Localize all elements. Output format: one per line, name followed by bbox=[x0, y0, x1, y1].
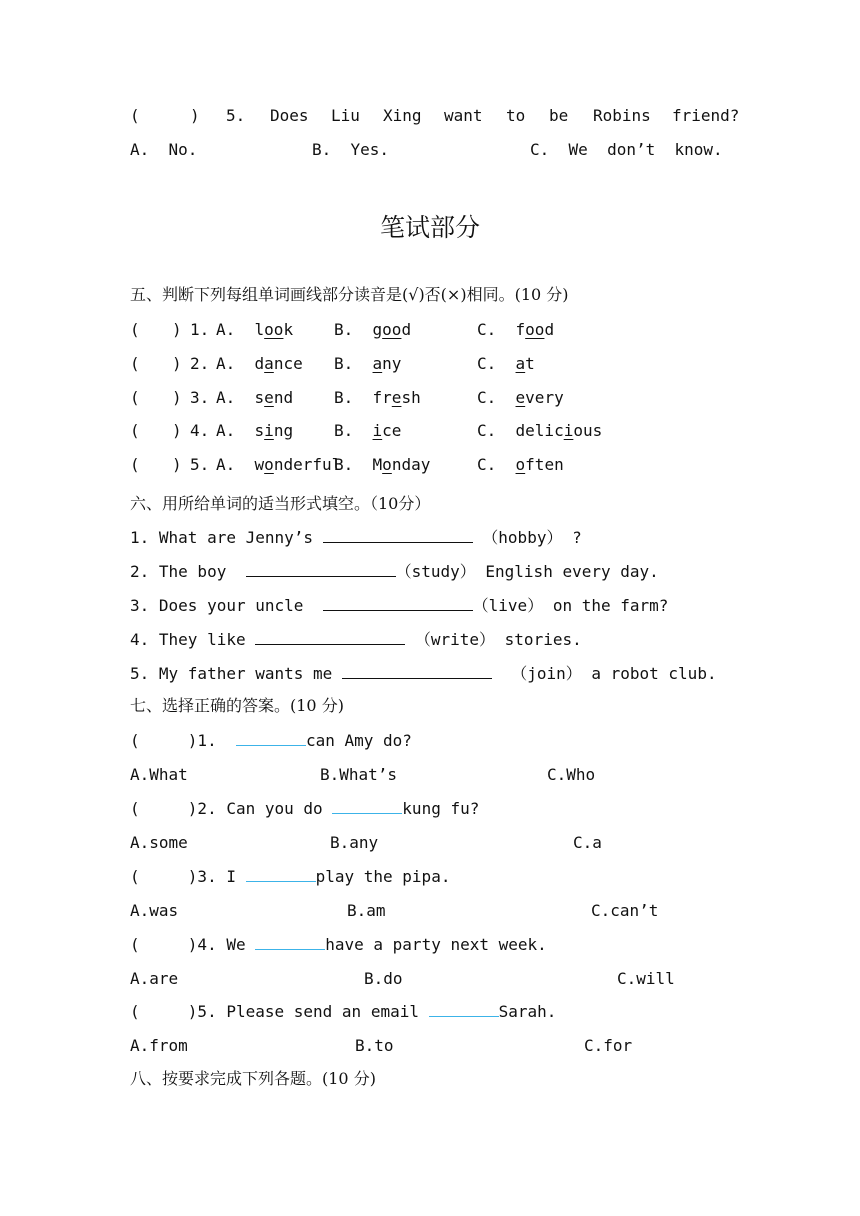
paren-close: ) bbox=[172, 421, 182, 440]
answer-blank[interactable] bbox=[255, 630, 405, 645]
q-word: want bbox=[444, 106, 483, 125]
question-text: ( )1. bbox=[130, 731, 236, 750]
item-text: （hobby） ? bbox=[472, 528, 582, 547]
word-option-c: C. delicious bbox=[477, 421, 603, 440]
question-text: have a party next week. bbox=[325, 935, 547, 954]
item-text: （write） stories. bbox=[405, 630, 582, 649]
question-text: ( )5. Please send an email bbox=[130, 1002, 429, 1021]
option-c: C.will bbox=[617, 969, 675, 988]
item-text: 1. What are Jenny’s bbox=[130, 528, 323, 547]
underlined-letters: e bbox=[264, 388, 274, 407]
word-option-c: C. often bbox=[477, 455, 564, 474]
part6-item bbox=[130, 562, 659, 582]
word: Monday bbox=[372, 455, 431, 474]
word: look bbox=[254, 320, 294, 339]
word-option-a: A. wonderful bbox=[216, 455, 342, 474]
option-c: C.Who bbox=[547, 765, 596, 784]
part7-question bbox=[130, 799, 479, 819]
word-option-a: A. send bbox=[216, 388, 294, 407]
answer-blank[interactable] bbox=[246, 867, 316, 882]
q-word: Liu bbox=[331, 106, 360, 125]
part7-question bbox=[130, 731, 412, 751]
underlined-letters: i bbox=[563, 421, 574, 440]
option-c: C. We don’t know. bbox=[530, 140, 723, 159]
part7-question bbox=[130, 867, 450, 887]
item-text: 5. My father wants me bbox=[130, 664, 342, 683]
underlined-letters: a bbox=[264, 354, 274, 373]
word: dance bbox=[254, 354, 303, 373]
q-word: Robins bbox=[593, 106, 651, 125]
part7-heading: 七、选择正确的答案。(10 分) bbox=[130, 696, 344, 715]
answer-blank[interactable] bbox=[323, 596, 473, 611]
word-option-b: B. Monday bbox=[334, 455, 431, 474]
part6-item bbox=[130, 596, 668, 616]
question-number: 2. bbox=[190, 354, 210, 373]
underlined-letters: o bbox=[382, 455, 392, 474]
underlined-letters: o bbox=[264, 455, 274, 474]
underlined-letters: oo bbox=[382, 320, 402, 339]
option-a: A.was bbox=[130, 901, 179, 920]
paren-open: ( bbox=[130, 354, 140, 373]
question-text: ( )2. Can you do bbox=[130, 799, 333, 818]
option-b: B.do bbox=[364, 969, 403, 988]
word: every bbox=[515, 388, 564, 407]
item-text: 4. They like bbox=[130, 630, 256, 649]
paren-open: ( bbox=[130, 388, 140, 407]
option-b: B. Yes. bbox=[312, 140, 390, 159]
q-word: to bbox=[506, 106, 526, 125]
part6-item bbox=[130, 664, 717, 684]
option-b: B.to bbox=[355, 1036, 394, 1055]
word-option-b: B. fresh bbox=[334, 388, 421, 407]
option-b: B.What’s bbox=[320, 765, 398, 784]
answer-blank[interactable] bbox=[429, 1002, 499, 1017]
option-b: B.am bbox=[347, 901, 386, 920]
paren-open: ( bbox=[130, 106, 140, 125]
paren-open: ( bbox=[130, 421, 140, 440]
paren-close: ) bbox=[190, 106, 200, 125]
underlined-letters: a bbox=[372, 354, 383, 373]
word: send bbox=[254, 388, 294, 407]
paren-open: ( bbox=[130, 455, 140, 474]
word: delicious bbox=[515, 421, 603, 440]
underlined-letters: oo bbox=[264, 320, 284, 339]
question-number: 4. bbox=[190, 421, 210, 440]
part6-heading: 六、用所给单词的适当形式填空。（10分） bbox=[130, 494, 431, 513]
question-number: 5. bbox=[226, 106, 246, 125]
word: wonderful bbox=[254, 455, 342, 474]
underlined-letters: i bbox=[264, 421, 274, 440]
word: often bbox=[515, 455, 564, 474]
word: any bbox=[372, 354, 402, 373]
paren-close: ) bbox=[172, 354, 182, 373]
option-a: A.from bbox=[130, 1036, 188, 1055]
word: good bbox=[372, 320, 412, 339]
q-word: friend? bbox=[672, 106, 740, 125]
option-b: B.any bbox=[330, 833, 379, 852]
paren-open: ( bbox=[130, 320, 140, 339]
q-word: Does bbox=[270, 106, 309, 125]
answer-blank[interactable] bbox=[236, 731, 306, 746]
part7-question bbox=[130, 1002, 556, 1022]
word-option-b: B. any bbox=[334, 354, 402, 373]
question-text: play the pipa. bbox=[315, 867, 451, 886]
part6-item bbox=[130, 528, 582, 548]
paren-close: ) bbox=[172, 320, 182, 339]
question-number: 5. bbox=[190, 455, 210, 474]
option-c: C.for bbox=[584, 1036, 633, 1055]
item-text: （live） on the farm? bbox=[472, 596, 669, 615]
option-a: A.some bbox=[130, 833, 188, 852]
word-option-a: A. look bbox=[216, 320, 294, 339]
option-a: A.are bbox=[130, 969, 179, 988]
answer-blank[interactable] bbox=[342, 664, 492, 679]
underlined-letters: i bbox=[372, 421, 383, 440]
item-text: （join） a robot club. bbox=[491, 664, 717, 683]
word: fresh bbox=[372, 388, 421, 407]
part8-heading: 八、按要求完成下列各题。(10 分) bbox=[130, 1069, 376, 1088]
option-c: C.a bbox=[573, 833, 602, 852]
part5-heading: 五、判断下列每组单词画线部分读音是(√)否(×)相同。(10 分) bbox=[130, 285, 569, 304]
item-text: 3. Does your uncle bbox=[130, 596, 323, 615]
part7-question bbox=[130, 935, 547, 955]
answer-blank[interactable] bbox=[332, 799, 402, 814]
word-option-b: B. good bbox=[334, 320, 412, 339]
section-title: 笔试部分 bbox=[379, 213, 480, 242]
word-option-a: A. sing bbox=[216, 421, 294, 440]
underlined-letters: e bbox=[391, 388, 402, 407]
paren-close: ) bbox=[172, 455, 182, 474]
q-word: Xing bbox=[383, 106, 422, 125]
paren-close: ) bbox=[172, 388, 182, 407]
word: food bbox=[515, 320, 555, 339]
question-number: 3. bbox=[190, 388, 210, 407]
question-text: ( )4. We bbox=[130, 935, 256, 954]
answer-blank[interactable] bbox=[246, 562, 396, 577]
word-option-a: A. dance bbox=[216, 354, 303, 373]
option-c: C.can’t bbox=[591, 901, 659, 920]
item-text: 2. The boy bbox=[130, 562, 246, 581]
question-text: ( )3. I bbox=[130, 867, 246, 886]
underlined-letters: a bbox=[515, 354, 526, 373]
word: sing bbox=[254, 421, 294, 440]
answer-blank[interactable] bbox=[255, 935, 325, 950]
question-text: kung fu? bbox=[402, 799, 480, 818]
word-option-b: B. ice bbox=[334, 421, 402, 440]
item-text: （study） English every day. bbox=[395, 562, 659, 581]
word-option-c: C. every bbox=[477, 388, 564, 407]
word-option-c: C. at bbox=[477, 354, 535, 373]
option-a: A.What bbox=[130, 765, 188, 784]
word: ice bbox=[372, 421, 402, 440]
underlined-letters: o bbox=[515, 455, 526, 474]
underlined-letters: oo bbox=[525, 320, 545, 339]
word-option-c: C. food bbox=[477, 320, 555, 339]
question-text: can Amy do? bbox=[305, 731, 412, 750]
question-text: Sarah. bbox=[498, 1002, 557, 1021]
answer-blank[interactable] bbox=[323, 528, 473, 543]
part6-item bbox=[130, 630, 582, 650]
question-number: 1. bbox=[190, 320, 210, 339]
q-word: be bbox=[549, 106, 569, 125]
word: at bbox=[515, 354, 535, 373]
option-a: A. No. bbox=[130, 140, 198, 159]
underlined-letters: e bbox=[515, 388, 526, 407]
